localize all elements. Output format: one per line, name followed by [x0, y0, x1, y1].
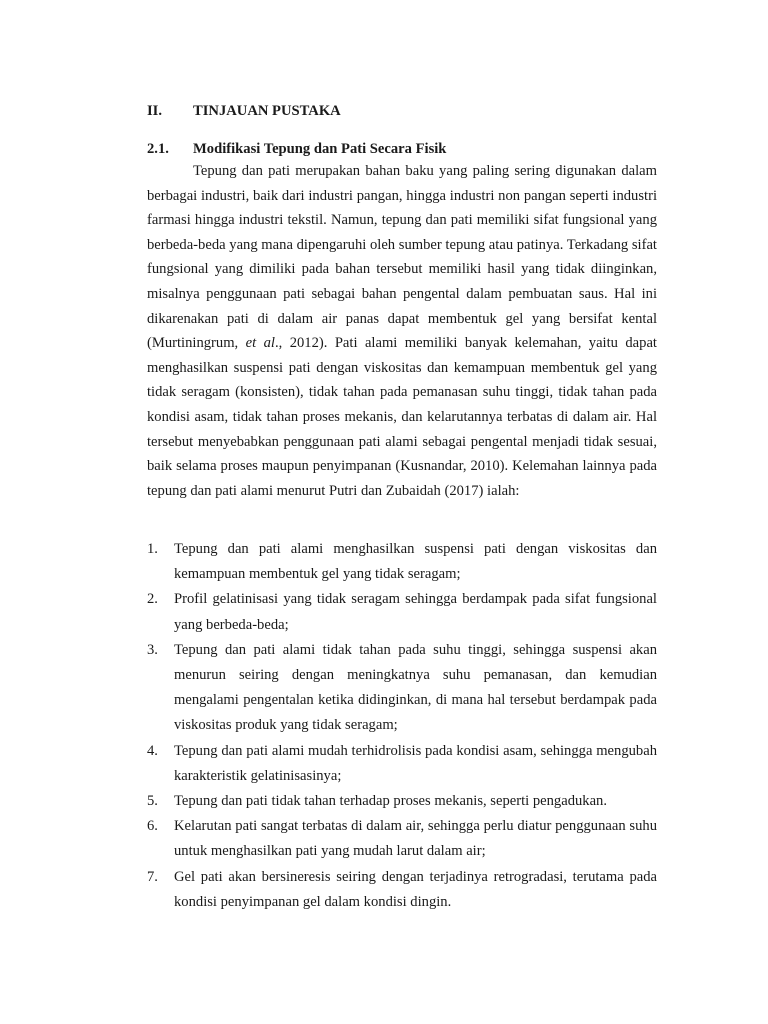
body-paragraph-block — [147, 159, 657, 503]
subsection-title: Modifikasi Tepung dan Pati Secara Fisik — [193, 141, 447, 157]
list-item-text: Tepung dan pati alami mudah terhidrolisis pada kondisi asam, sehingga mengubah karakteristik gelatinisasinya; — [174, 742, 657, 784]
list-item — [147, 739, 657, 789]
list-item — [147, 789, 657, 814]
list-item-number: 3. — [147, 641, 158, 658]
list-item — [147, 638, 657, 739]
list-item-number: 1. — [147, 541, 158, 557]
list-item — [147, 587, 657, 637]
list-item-text: Kelarutan pati sangat terbatas di dalam air, sehingga perlu diatur penggunaan suhu untuk menghasilkan pati yang mudah larut dalam air; — [174, 818, 657, 860]
list-item-text: Tepung dan pati alami tidak tahan pada suhu tinggi, sehingga suspensi akan menurun seiring dengan meningkatnya suhu pemanasan, dan kemudian mengalami pengentalan ketika didinginkan, di mana hal tersebut berdampak pada viskositas produk yang tidak seragam; — [174, 641, 657, 734]
subsection-number: 2.1. — [147, 141, 169, 157]
paragraph-text-part-2: ., 2012). Pati alami memiliki banyak kelemahan, yaitu dapat menghasilkan suspensi pati dengan viskositas dan kemampuan membentuk gel yang tidak seragam (konsisten), tidak tahan pada pemanasan suhu tinggi, tidak tahan pada kondisi asam, tidak tahan proses mekanis, dan kelarutannya terbatas di dalam air. Hal tersebut menyebabkan penggunaan pati alami sebagai pengental menjadi tidak sesuai, baik selama proses maupun penyimpanan (Kusnandar, 2010). Kelemahan lainnya pada tepung dan pati alami menurut Putri dan Zubaidah (2017) ialah: — [147, 335, 657, 499]
list-item-number: 2. — [147, 591, 158, 608]
list-item-text: Profil gelatinisasi yang tidak seragam sehingga berdampak pada sifat fungsional yang berbeda-beda; — [174, 591, 657, 633]
list-item-text: Tepung dan pati tidak tahan terhadap proses mekanis, seperti pengadukan. — [174, 793, 608, 810]
list-item-text: Tepung dan pati alami menghasilkan suspensi pati dengan viskositas dan kemampuan membentuk gel yang tidak seragam; — [174, 541, 657, 583]
section-number: II. — [147, 103, 163, 119]
section-heading — [147, 102, 341, 120]
list-item-text: Gel pati akan bersineresis seiring dengan terjadinya retrogradasi, terutama pada kondisi penyimpanan gel dalam kondisi dingin. — [174, 868, 657, 910]
list-item — [147, 865, 657, 915]
list-item-number: 6. — [147, 818, 158, 835]
subsection-heading — [147, 140, 446, 158]
list-item — [147, 814, 657, 864]
list-item — [147, 537, 657, 587]
list-item-number: 7. — [147, 868, 158, 885]
citation-et-al: et al — [245, 335, 275, 352]
paragraph-text-part-1: Tepung dan pati merupakan bahan baku yang paling sering digunakan dalam berbagai industri, baik dari industri pangan, hingga industri non pangan seperti industri farmasi hingga industri tekstil. Namun, tepung dan pati memiliki sifat fungsional yang berbeda-beda yang mana dipengaruhi oleh sumber tepung atau patinya. Terkadang sifat fungsional yang dimiliki pada bahan tersebut memiliki hasil yang tidak diinginkan, misalnya penggunaan pati sebagai bahan pengental dalam pembuatan saus. Hal ini dikarenakan pati di dalam air panas dapat membentuk gel yang bersifat kental (Murtiningrum, — [147, 163, 657, 352]
section-title: TINJAUAN PUSTAKA — [193, 103, 341, 119]
body-paragraph — [147, 159, 657, 503]
weakness-list — [147, 537, 657, 915]
list-item-number: 5. — [147, 793, 158, 810]
list-item-number: 4. — [147, 742, 158, 759]
